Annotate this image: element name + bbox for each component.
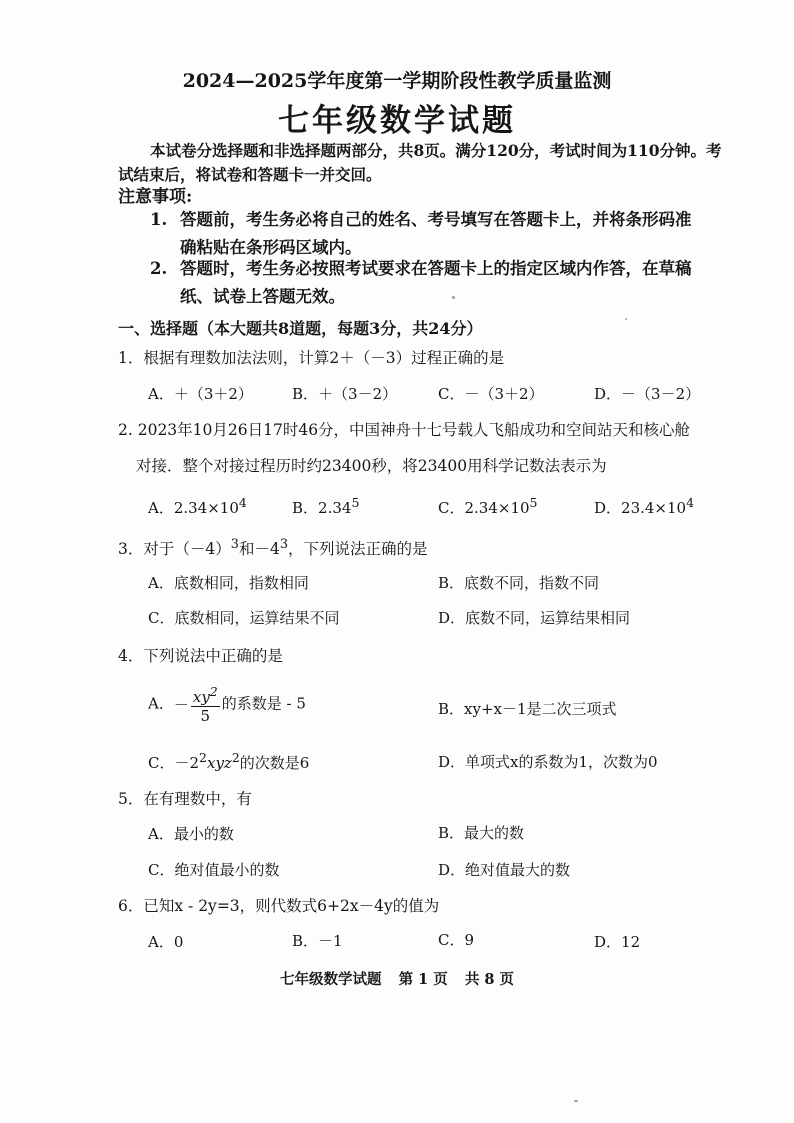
question-1-stem: 1．根据有理数加法法则，计算2＋（－3）过程正确的是 bbox=[118, 349, 505, 367]
q6-option-b: B．－1 bbox=[292, 932, 343, 950]
question-3-stem: 3．对于$(-4)^3$和$-4^3$，下列说法正确的是 bbox=[118, 537, 428, 559]
scan-speck bbox=[452, 296, 455, 299]
footer-total-pages: 共 8 页 bbox=[464, 971, 514, 988]
exam-intro: 本试卷分选择题和非选择题两部分，共8页。满分120分，考试时间为110分钟。考试结束后，将试卷和答题卡一并交回。 bbox=[118, 141, 722, 184]
q3-option-d: D．底数不同，运算结果相同 bbox=[438, 609, 631, 627]
fraction: $\frac{xy^2}{5}$ bbox=[192, 684, 218, 725]
footer-exam-name: 七年级数学试题 bbox=[280, 971, 382, 988]
q5-option-c: C．绝对值最小的数 bbox=[148, 861, 280, 879]
q3-option-c: C．底数相同，运算结果不同 bbox=[148, 609, 340, 627]
q1-option-d: D．－（3－2） bbox=[594, 385, 701, 403]
q4-option-b: B．xy+x－1是二次三项式 bbox=[438, 700, 617, 718]
notes-heading: 注意事项: bbox=[118, 187, 193, 207]
page-title: 七年级数学试题 bbox=[278, 103, 516, 139]
q1-option-c: C．－（3＋2） bbox=[438, 385, 544, 403]
q5-option-d: D．绝对值最大的数 bbox=[438, 861, 571, 879]
question-6-stem: 6．已知x - 2y=3，则代数式6+2x－4y的值为 bbox=[118, 897, 440, 915]
question-2-stem-line1: 2. 2023年10月26日17时46分，中国神舟十七号载人飞船成功和空间站天和核心舱 bbox=[118, 421, 691, 439]
q3-option-b: B．底数不同，指数不同 bbox=[438, 574, 600, 592]
note-item bbox=[150, 206, 700, 262]
note-number: 1. bbox=[150, 210, 168, 229]
page-footer bbox=[0, 968, 794, 989]
q3-option-a: A．底数相同，指数相同 bbox=[148, 574, 309, 592]
q2-option-c: C．$2.34\times 10^5$ bbox=[438, 495, 538, 517]
q4-option-a: A．－ $\frac{xy^2}{5}$ 的系数是 - 5 bbox=[148, 684, 306, 725]
q2-option-a: A．$2.34\times 10^4$ bbox=[148, 495, 247, 517]
q6-option-c: C．9 bbox=[438, 931, 475, 949]
exam-header: 2024—2025学年度第一学期阶段性教学质量监测 bbox=[182, 70, 612, 92]
q1-option-a: A．＋（3＋2） bbox=[148, 385, 253, 403]
q5-option-b: B．最大的数 bbox=[438, 824, 525, 842]
note-number: 2. bbox=[150, 259, 168, 278]
q2-option-b: B．2.34$^5$ bbox=[292, 495, 360, 517]
q1-option-b: B．＋（3－2） bbox=[292, 385, 398, 403]
question-2-stem-line2: 对接．整个对接过程历时约23400秒，将23400用科学记数法表示为 bbox=[136, 457, 607, 475]
note-text: 答题前，考生务必将自己的姓名、考号填写在答题卡上，并将条形码准确粘贴在条形码区域内。 bbox=[180, 210, 692, 257]
q4-option-d: D．单项式x的系数为1，次数为0 bbox=[438, 753, 658, 771]
footer-page-number: 第 1 页 bbox=[398, 971, 448, 988]
section-heading: 一、选择题（本大题共8道题，每题3分，共24分） bbox=[118, 319, 483, 338]
note-item bbox=[150, 255, 700, 311]
q6-option-d: D．12 bbox=[594, 933, 641, 951]
q2-option-d: D．$23.4\times 10^4$ bbox=[594, 495, 695, 517]
scan-speck bbox=[574, 1100, 578, 1102]
scan-speck bbox=[625, 318, 627, 320]
note-text: 答题时，考生务必按照考试要求在答题卡上的指定区域内作答，在草稿纸、试卷上答题无效。 bbox=[180, 259, 692, 306]
q6-option-a: A．0 bbox=[148, 933, 184, 951]
question-4-stem: 4．下列说法中正确的是 bbox=[118, 647, 283, 665]
q4-option-c: C．$-2^2xyz^2$的次数是6 bbox=[148, 750, 310, 772]
q5-option-a: A．最小的数 bbox=[148, 825, 234, 843]
question-5-stem: 5．在有理数中，有 bbox=[118, 790, 252, 808]
